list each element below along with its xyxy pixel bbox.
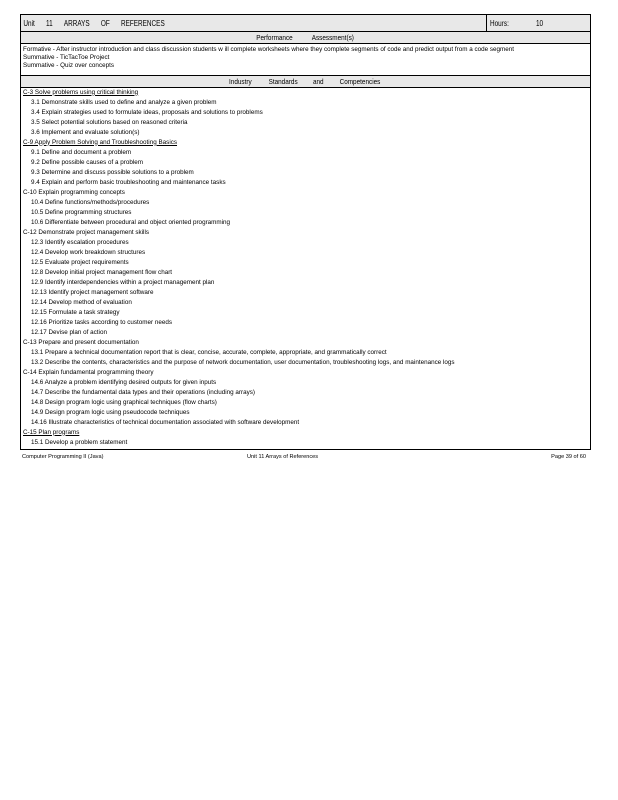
hours-cell xyxy=(486,15,590,31)
competency-item: 10.6 Differentiate between procedural and object oriented programming xyxy=(31,218,231,226)
competency-item: 12.8 Develop initial project management flow chart xyxy=(31,268,173,276)
competency-item: 9.3 Determine and discuss possible solutions to a problem xyxy=(31,168,194,176)
competency-item: 3.1 Demonstrate skills used to define and analyze a given problem xyxy=(31,98,217,106)
competency-item: 9.4 Explain and perform basic troubleshooting and maintenance tasks xyxy=(31,178,226,186)
competency-item: 14.6 Analyze a problem identifying desired outputs for given inputs xyxy=(31,378,217,386)
competency-heading: C-14 Explain fundamental programming theory xyxy=(23,368,154,376)
unit-title-word-2: OF xyxy=(100,18,110,28)
competency-item: 12.5 Evaluate project requirements xyxy=(31,258,129,266)
performance-heading-word-2: Assessment(s) xyxy=(311,33,355,42)
competency-item: 13.2 Describe the contents, characteristics and the purpose of network documentation, user documentation, troubleshooting logs, and maintenance logs xyxy=(31,358,455,366)
competency-item: 12.16 Prioritize tasks according to customer needs xyxy=(31,318,173,326)
unit-label: Unit xyxy=(23,18,35,28)
performance-line: Formative - After instructor introduction and class discussion students w ill complete worksheets where they complete segments of code and predict output from a code segment xyxy=(23,46,515,53)
competency-heading: C-15 Plan programs xyxy=(23,428,80,436)
competency-item: 12.14 Develop method of evaluation xyxy=(31,298,132,306)
competency-item: 14.16 Illustrate characteristics of technical documentation associated with software development xyxy=(31,418,300,426)
competency-item: 12.3 Identify escalation procedures xyxy=(31,238,129,246)
standards-heading-word-4: Competencies xyxy=(339,76,381,86)
competency-item: 15.1 Develop a problem statement xyxy=(31,438,128,446)
standards-heading-word-1: Industry xyxy=(228,76,252,86)
competency-heading: C-10 Explain programming concepts xyxy=(23,188,125,196)
competency-item: 14.8 Design program logic using graphical techniques (flow charts) xyxy=(31,398,217,406)
competency-item: 10.5 Define programming structures xyxy=(31,208,132,216)
competency-heading: C-9 Apply Problem Solving and Troubleshooting Basics xyxy=(23,138,178,146)
standards-list xyxy=(20,88,591,450)
unit-number: 11 xyxy=(45,18,53,28)
competency-item: 3.6 Implement and evaluate solution(s) xyxy=(31,128,140,136)
performance-list xyxy=(20,44,591,75)
standards-heading-word-2: Standards xyxy=(268,76,298,86)
unit-title-word-3: REFERENCES xyxy=(120,18,165,28)
footer-page-number: Page 39 of 60 xyxy=(551,454,586,460)
footer-unit: Unit 11 Arrays of References xyxy=(247,454,319,460)
competency-item: 12.13 Identify project management software xyxy=(31,288,154,296)
competency-item: 12.4 Develop work breakdown structures xyxy=(31,248,146,256)
competency-item: 3.4 Explain strategies used to formulate ideas, proposals and solutions to problems xyxy=(31,108,263,116)
unit-header xyxy=(20,14,591,32)
footer-course: Computer Programming II (Java) xyxy=(22,454,104,460)
performance-line: Summative - Quiz over concepts xyxy=(23,62,114,70)
competency-item: 14.9 Design program logic using pseudocode techniques xyxy=(31,408,190,416)
unit-title xyxy=(21,15,393,31)
competency-item: 3.5 Select potential solutions based on reasoned criteria xyxy=(31,118,188,126)
competency-heading: C-12 Demonstrate project management skills xyxy=(23,228,149,236)
competency-heading: C-3 Solve problems using critical thinking xyxy=(23,88,139,96)
competency-item: 10.4 Define functions/methods/procedures xyxy=(31,198,150,206)
hours-value: 10 xyxy=(535,18,543,28)
competency-heading: C-13 Prepare and present documentation xyxy=(23,338,139,346)
competency-item: 12.9 Identify interdependencies within a project management plan xyxy=(31,278,215,286)
document-page xyxy=(20,14,591,450)
competency-item: 9.2 Define possible causes of a problem xyxy=(31,158,144,166)
standards-heading xyxy=(20,75,591,88)
unit-title-word-1: ARRAYS xyxy=(63,18,90,28)
performance-line: Summative - TicTacToe Project xyxy=(23,54,110,62)
competency-item: 14.7 Describe the fundamental data types and their operations (including arrays) xyxy=(31,388,256,396)
standards-heading-word-3: and xyxy=(312,76,324,86)
competency-item: 12.17 Devise plan of action xyxy=(31,328,107,336)
hours-label: Hours: xyxy=(490,18,509,28)
competency-item: 12.15 Formulate a task strategy xyxy=(31,308,120,316)
page-footer xyxy=(22,454,586,460)
performance-heading xyxy=(20,32,591,44)
competency-item: 9.1 Define and document a problem xyxy=(31,148,132,156)
performance-heading-word-1: Performance xyxy=(256,33,293,42)
competency-item: 13.1 Prepare a technical documentation report that is clear, concise, accurate, complete, appropriate, and grammatically correct xyxy=(31,348,387,356)
